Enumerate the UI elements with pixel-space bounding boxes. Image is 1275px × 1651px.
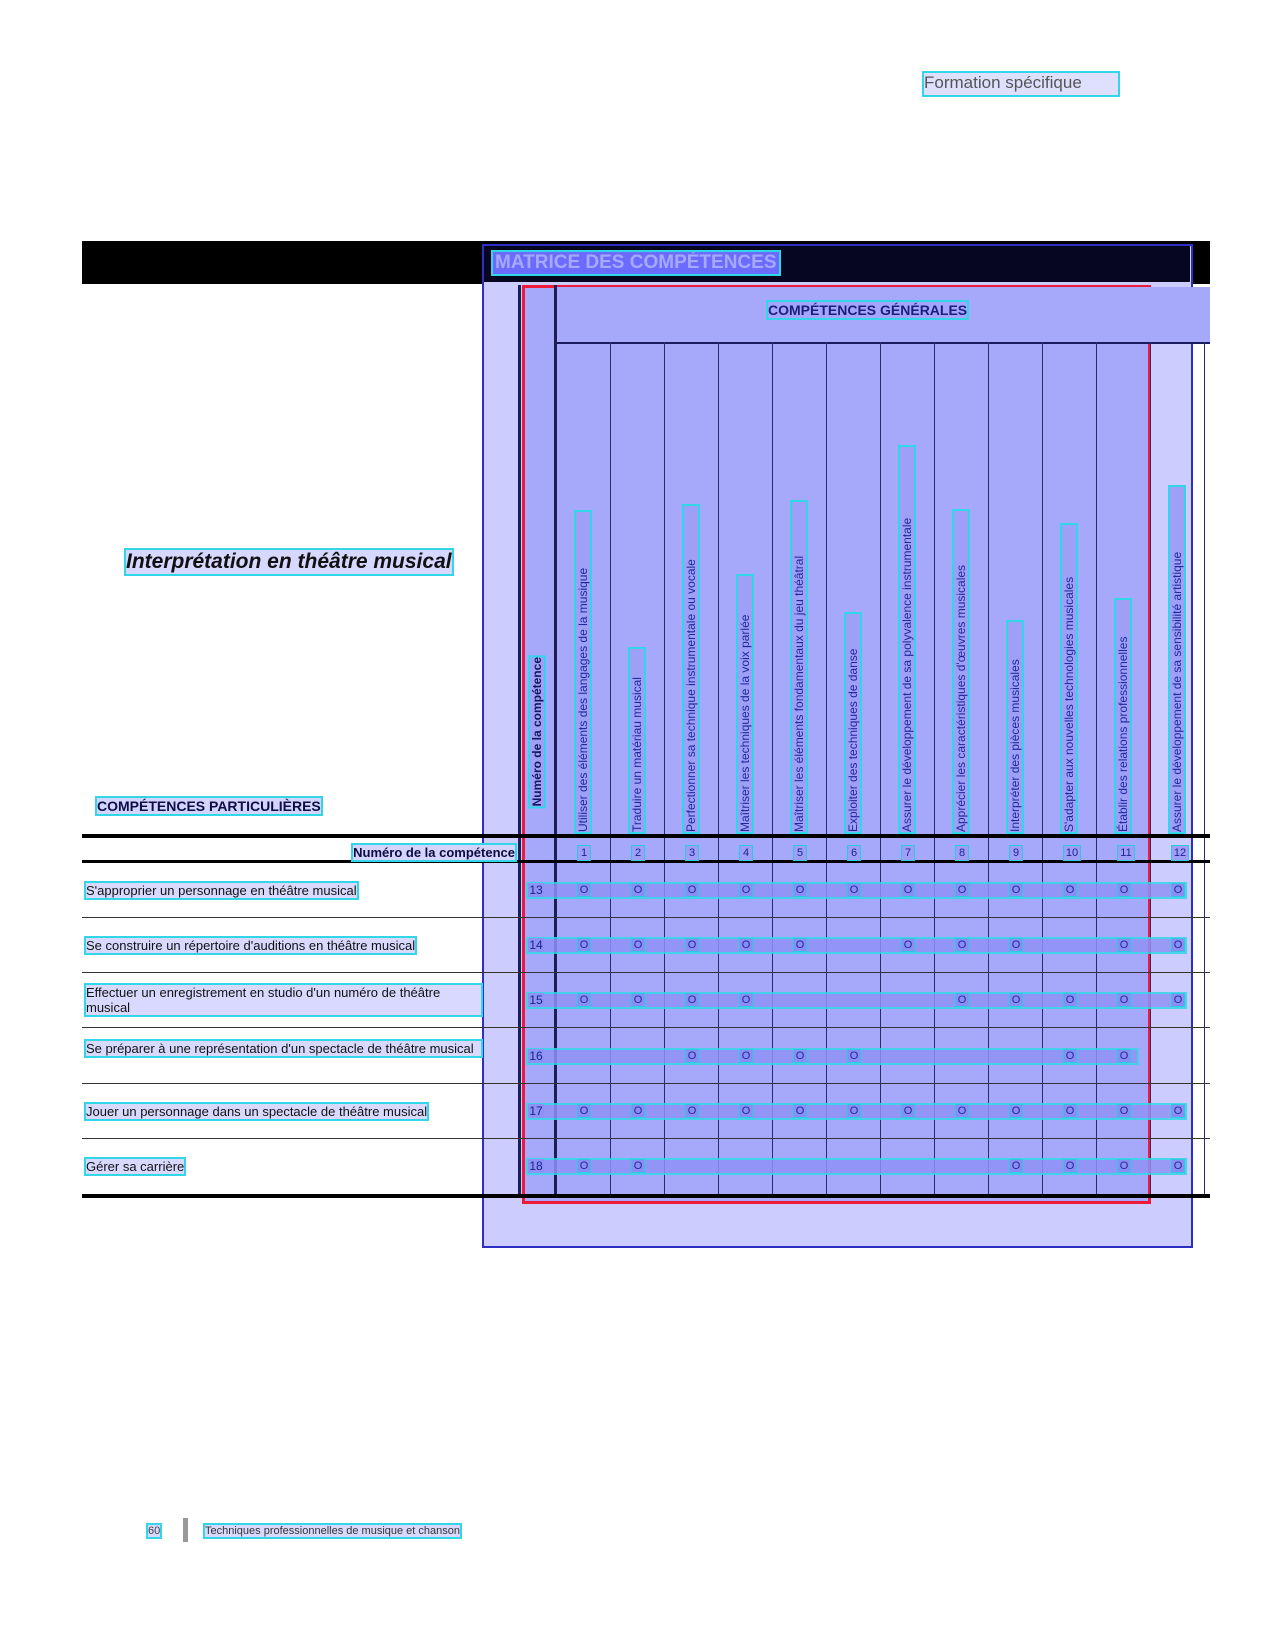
- competency-link-mark: O: [849, 884, 859, 896]
- competency-link-mark: O: [1065, 1105, 1075, 1117]
- general-competency-number: 7: [902, 846, 914, 860]
- competency-link-mark: O: [795, 1050, 805, 1062]
- competency-link-mark: O: [579, 939, 589, 951]
- row-highlight: [528, 994, 1185, 1007]
- competency-link-mark: O: [1119, 1105, 1129, 1117]
- general-competency-number: 6: [848, 846, 860, 860]
- row-divider: [82, 1027, 1210, 1028]
- general-competency-number: 8: [956, 846, 968, 860]
- competency-link-mark: O: [633, 884, 643, 896]
- column-line: [1204, 342, 1205, 1198]
- competency-link-mark: O: [1119, 884, 1129, 896]
- column-line: [1096, 342, 1097, 1198]
- particular-competency-number: 14: [529, 938, 543, 952]
- general-competencies-frame: [522, 285, 1151, 1204]
- competency-link-mark: O: [687, 994, 697, 1006]
- general-competencies-title: COMPÉTENCES GÉNÉRALES: [768, 302, 968, 318]
- competency-link-mark: O: [1119, 1050, 1129, 1062]
- competency-link-mark: O: [903, 1105, 913, 1117]
- competency-link-mark: O: [687, 1050, 697, 1062]
- column-line: [988, 342, 989, 1198]
- column-line: [664, 342, 665, 1198]
- competency-link-mark: O: [1011, 994, 1021, 1006]
- matrix-title: MATRICE DES COMPÉTENCES: [495, 252, 777, 273]
- competency-link-mark: O: [579, 1105, 589, 1117]
- competency-link-mark: O: [1065, 1050, 1075, 1062]
- general-competency-header: Perfectionner sa technique instrumentale ou vocale: [684, 506, 698, 832]
- particular-competencies-title: COMPÉTENCES PARTICULIÈRES: [97, 798, 321, 814]
- row-divider: [82, 1083, 1210, 1084]
- competency-link-mark: O: [1119, 994, 1129, 1006]
- competency-link-mark: O: [849, 1105, 859, 1117]
- general-competency-header: S'adapter aux nouvelles technologies musicales: [1062, 525, 1076, 832]
- competency-link-mark: O: [633, 939, 643, 951]
- competency-link-mark: O: [741, 939, 751, 951]
- general-competency-number: 3: [686, 846, 698, 860]
- competency-link-mark: O: [957, 994, 967, 1006]
- general-competency-number: 1: [578, 846, 590, 860]
- row-divider: [82, 972, 1210, 973]
- column-line: [880, 342, 881, 1198]
- number-column-header: Numéro de la compétence: [530, 657, 544, 807]
- section-label: Formation spécifique: [924, 73, 1118, 95]
- competency-link-mark: O: [849, 1050, 859, 1062]
- particular-competency-number: 17: [529, 1104, 543, 1118]
- number-column-separator: [518, 285, 521, 1198]
- particular-competency-label: Gérer sa carrière: [86, 1159, 185, 1174]
- competency-link-mark: O: [1173, 1105, 1183, 1117]
- competency-link-mark: O: [1065, 1160, 1075, 1172]
- competency-link-mark: O: [903, 884, 913, 896]
- column-line: [718, 342, 719, 1198]
- particular-competency-number: 15: [529, 993, 543, 1007]
- competency-link-mark: O: [1173, 1160, 1183, 1172]
- competency-link-mark: O: [1173, 994, 1183, 1006]
- competency-link-mark: O: [957, 1105, 967, 1117]
- competency-link-mark: O: [1065, 884, 1075, 896]
- general-competency-header: Exploiter des techniques de danse: [846, 614, 860, 832]
- column-line: [610, 342, 611, 1198]
- competency-link-mark: O: [579, 884, 589, 896]
- particular-competency-label: S'approprier un personnage en théâtre musical: [86, 883, 357, 898]
- general-competency-number: 10: [1065, 847, 1079, 859]
- page-number: 60: [148, 1525, 161, 1537]
- general-competency-number: 12: [1173, 847, 1187, 859]
- particular-competency-number: 13: [529, 883, 543, 897]
- particular-competency-number: 16: [529, 1049, 543, 1063]
- row-highlight: [528, 939, 1185, 952]
- row-divider: [82, 1138, 1210, 1139]
- general-competency-number: 9: [1010, 846, 1022, 860]
- competency-link-mark: O: [687, 884, 697, 896]
- general-competency-header: Maîtriser les éléments fondamentaux du jeu théâtral: [792, 502, 806, 832]
- competency-link-mark: O: [741, 1105, 751, 1117]
- row-highlight: [528, 1050, 1137, 1063]
- competency-link-mark: O: [687, 939, 697, 951]
- rule-bottom: [82, 1194, 1210, 1198]
- general-competency-header: Apprécier les caractéristiques d'œuvres musicales: [954, 511, 968, 832]
- program-title: Interprétation en théâtre musical: [126, 550, 452, 573]
- number-row-label: Numéro de la compétence: [353, 845, 515, 860]
- competency-link-mark: O: [1011, 1160, 1021, 1172]
- general-competency-number: 4: [740, 846, 752, 860]
- column-line: [934, 342, 935, 1198]
- particular-competency-label: Se construire un répertoire d'auditions en théâtre musical: [86, 938, 416, 953]
- footer-divider: [183, 1518, 188, 1542]
- competency-link-mark: O: [633, 1105, 643, 1117]
- competency-link-mark: O: [795, 884, 805, 896]
- competency-link-mark: O: [1065, 994, 1075, 1006]
- competency-link-mark: O: [957, 884, 967, 896]
- column-line: [1042, 342, 1043, 1198]
- general-competency-number: 2: [632, 846, 644, 860]
- competency-link-mark: O: [579, 1160, 589, 1172]
- general-competency-header: Établir des relations professionnelles: [1116, 600, 1130, 832]
- competency-link-mark: O: [795, 939, 805, 951]
- column-line: [1150, 342, 1151, 1198]
- competency-link-mark: O: [741, 1050, 751, 1062]
- competency-link-mark: O: [1119, 1160, 1129, 1172]
- competency-link-mark: O: [633, 1160, 643, 1172]
- row-divider: [82, 917, 1210, 918]
- rule-top: [82, 834, 1210, 838]
- particular-competency-label: Effectuer un enregistrement en studio d'un numéro de théâtre musical: [86, 985, 481, 1015]
- general-competency-header: Traduire un matériau musical: [630, 649, 644, 832]
- competency-link-mark: O: [1173, 939, 1183, 951]
- competency-link-mark: O: [903, 939, 913, 951]
- particular-competency-number: 18: [529, 1159, 543, 1173]
- general-competency-number: 5: [794, 846, 806, 860]
- footer-title: Techniques professionnelles de musique et chanson: [205, 1525, 460, 1537]
- competency-link-mark: O: [687, 1105, 697, 1117]
- competency-link-mark: O: [1011, 884, 1021, 896]
- competency-link-mark: O: [957, 939, 967, 951]
- competency-link-mark: O: [633, 994, 643, 1006]
- general-competency-header: Maîtriser les techniques de la voix parlée: [738, 576, 752, 832]
- general-competency-header: Interpréter des pièces musicales: [1008, 622, 1022, 832]
- competency-link-mark: O: [741, 994, 751, 1006]
- competency-link-mark: O: [741, 884, 751, 896]
- column-line: [826, 342, 827, 1198]
- general-competency-header: Assurer le développement de sa sensibilité artistique: [1170, 487, 1184, 832]
- general-competency-header: Utiliser des éléments des langages de la musique: [576, 512, 590, 832]
- competency-link-mark: O: [1119, 939, 1129, 951]
- competency-link-mark: O: [1011, 1105, 1021, 1117]
- general-competency-number: 11: [1118, 846, 1134, 860]
- general-competency-header: Assurer le développement de sa polyvalence instrumentale: [900, 447, 914, 832]
- competency-link-mark: O: [1011, 939, 1021, 951]
- particular-competency-label: Se préparer à une représentation d'un spectacle de théâtre musical: [86, 1041, 481, 1056]
- competency-link-mark: O: [795, 1105, 805, 1117]
- number-row-label-wrap: [82, 845, 515, 861]
- row-highlight: [528, 1160, 1185, 1173]
- column-line: [772, 342, 773, 1198]
- competency-link-mark: O: [579, 994, 589, 1006]
- competency-link-mark: O: [1173, 884, 1183, 896]
- particular-competency-label: Jouer un personnage dans un spectacle de théâtre musical: [86, 1104, 428, 1119]
